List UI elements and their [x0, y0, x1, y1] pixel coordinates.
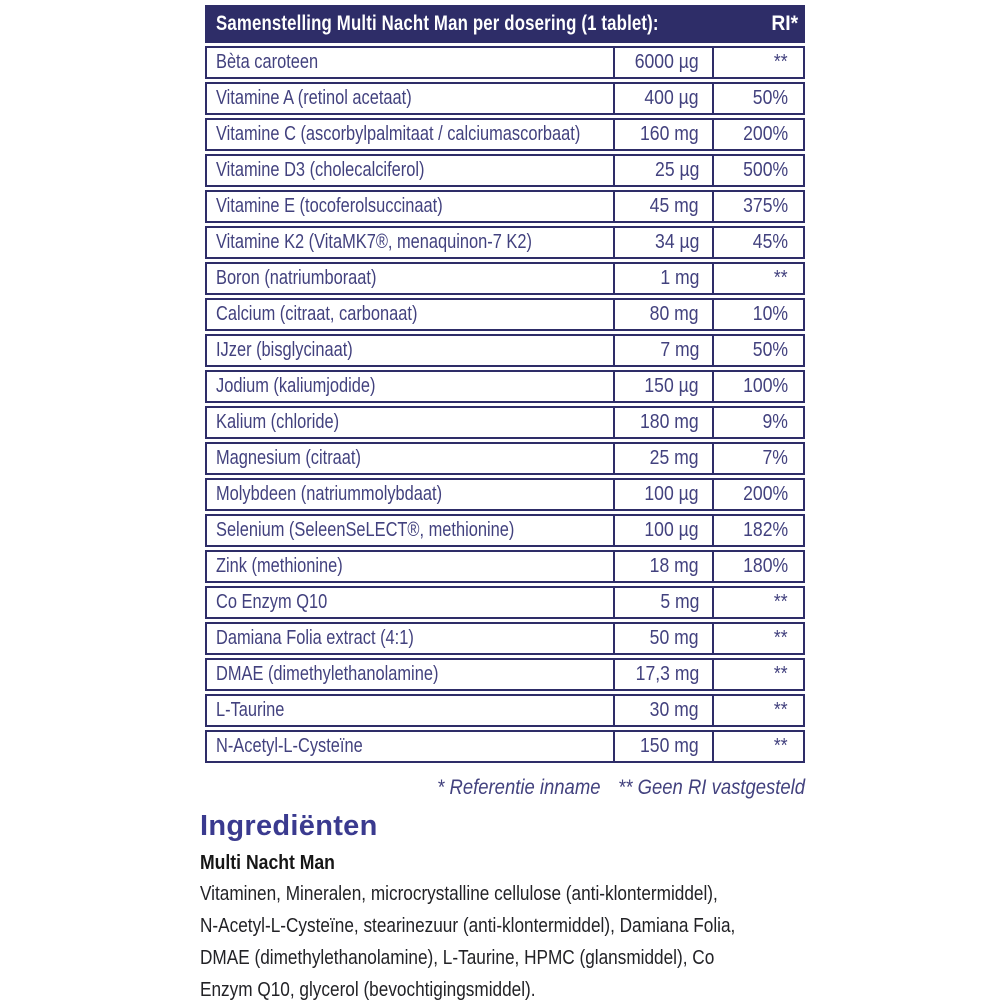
ingredient-name: Boron (natriumboraat) — [216, 267, 377, 289]
ingredient-name: L-Taurine — [216, 699, 285, 721]
table-row — [205, 370, 805, 403]
ingredient-ri: 500% — [742, 159, 788, 181]
ingredient-amount-cell — [613, 552, 712, 581]
ingredient-name: Kalium (chloride) — [216, 411, 340, 433]
ingredient-amount: 34 µg — [654, 231, 699, 253]
ri-column-header: RI* — [771, 12, 799, 35]
table-row — [205, 118, 805, 151]
ingredient-ri: 50% — [752, 339, 788, 361]
ingredient-amount-cell — [613, 120, 712, 149]
ingredient-amount-cell — [613, 192, 712, 221]
table-row — [205, 730, 805, 763]
footnote — [205, 776, 805, 800]
ingredient-name-cell — [207, 516, 613, 545]
ingredient-amount: 25 mg — [650, 447, 699, 469]
ingredient-name-cell — [207, 444, 613, 473]
ingredients-line: Enzym Q10, glycerol (bevochtigingsmiddel). — [200, 979, 536, 1001]
table-row — [205, 298, 805, 331]
table-row — [205, 226, 805, 259]
table-row — [205, 658, 805, 691]
ingredient-name: Damiana Folia extract (4:1) — [216, 627, 414, 649]
ingredient-amount-cell — [613, 444, 712, 473]
ingredient-name: Jodium (kaliumjodide) — [216, 375, 376, 397]
ingredient-ri-cell — [712, 48, 803, 77]
ingredient-ri-cell — [712, 444, 803, 473]
table-header — [205, 5, 805, 43]
ingredient-name-cell — [207, 336, 613, 365]
ingredient-amount: 180 mg — [640, 411, 699, 433]
ingredient-name-cell — [207, 84, 613, 113]
ingredient-ri: 45% — [752, 231, 788, 253]
ingredient-amount: 1 mg — [659, 267, 699, 289]
ingredient-amount: 17,3 mg — [635, 663, 699, 685]
ingredient-name-cell — [207, 192, 613, 221]
ingredient-ri-cell — [712, 84, 803, 113]
ingredient-name: Selenium (SeleenSeLECT®, methionine) — [216, 519, 515, 541]
ingredient-amount: 80 mg — [650, 303, 699, 325]
ingredient-name: Calcium (citraat, carbonaat) — [216, 303, 418, 325]
ingredient-name: Vitamine E (tocoferolsuccinaat) — [216, 195, 443, 217]
ingredient-ri-cell — [712, 156, 803, 185]
ingredient-ri-cell — [712, 624, 803, 653]
table-row — [205, 406, 805, 439]
ingredient-name: Vitamine K2 (VitaMK7®, menaquinon-7 K2) — [216, 231, 532, 253]
ingredient-ri: 375% — [742, 195, 788, 217]
ingredient-amount: 30 mg — [650, 699, 699, 721]
product-name: Multi Nacht Man — [200, 852, 335, 874]
ingredient-name-cell — [207, 120, 613, 149]
ingredient-amount: 100 µg — [644, 483, 699, 505]
ingredient-amount: 45 mg — [650, 195, 699, 217]
ingredient-amount-cell — [613, 408, 712, 437]
footnote-no-ri: ** Geen RI vastgesteld — [618, 776, 805, 799]
ingredient-amount-cell — [613, 84, 712, 113]
ingredient-amount-cell — [613, 264, 712, 293]
ingredient-ri: ** — [774, 699, 788, 721]
ingredient-amount-cell — [613, 624, 712, 653]
ingredient-ri-cell — [712, 120, 803, 149]
ingredient-ri-cell — [712, 408, 803, 437]
ingredient-ri: 180% — [742, 555, 788, 577]
ingredient-ri-cell — [712, 336, 803, 365]
table-title: Samenstelling Multi Nacht Man per dosering (1 tablet): — [216, 12, 659, 35]
ingredients-line: Vitaminen, Mineralen, microcrystalline cellulose (anti-klontermiddel), — [200, 883, 718, 905]
table-body — [205, 46, 805, 763]
ingredient-ri: 100% — [742, 375, 788, 397]
ingredient-name-cell — [207, 480, 613, 509]
ingredient-ri: 7% — [762, 447, 788, 469]
ingredient-name-cell — [207, 660, 613, 689]
ingredient-ri: 182% — [742, 519, 788, 541]
ingredients-line: N-Acetyl-L-Cysteïne, stearinezuur (anti-klontermiddel), Damiana Folia, — [200, 915, 736, 937]
composition-table — [205, 5, 805, 763]
ingredient-amount: 7 mg — [659, 339, 699, 361]
ingredient-ri: 10% — [752, 303, 788, 325]
ingredient-ri-cell — [712, 480, 803, 509]
table-row — [205, 514, 805, 547]
ingredient-ri-cell — [712, 660, 803, 689]
ingredient-ri-cell — [712, 732, 803, 761]
ingredient-name: DMAE (dimethylethanolamine) — [216, 663, 439, 685]
ingredient-name: Molybdeen (natriummolybdaat) — [216, 483, 443, 505]
ingredient-amount-cell — [613, 516, 712, 545]
ingredient-amount-cell — [613, 588, 712, 617]
ingredient-ri: ** — [774, 663, 788, 685]
ingredient-ri: 9% — [762, 411, 788, 433]
ingredient-ri: ** — [774, 267, 788, 289]
ingredient-name: Vitamine D3 (cholecalciferol) — [216, 159, 425, 181]
table-row — [205, 46, 805, 79]
table-row — [205, 478, 805, 511]
ingredient-amount: 5 mg — [659, 591, 699, 613]
ingredient-amount-cell — [613, 300, 712, 329]
ingredient-name-cell — [207, 732, 613, 761]
ingredient-ri: ** — [774, 735, 788, 757]
ingredient-name: Vitamine A (retinol acetaat) — [216, 87, 412, 109]
table-row — [205, 154, 805, 187]
ingredient-ri-cell — [712, 228, 803, 257]
ingredient-ri-cell — [712, 696, 803, 725]
ingredient-amount: 6000 µg — [635, 51, 699, 73]
footnote-text — [437, 776, 805, 800]
ingredient-amount-cell — [613, 156, 712, 185]
ingredient-name-cell — [207, 228, 613, 257]
ingredient-ri-cell — [712, 516, 803, 545]
ingredient-name-cell — [207, 156, 613, 185]
ingredient-name-cell — [207, 264, 613, 293]
ingredient-amount-cell — [613, 372, 712, 401]
ingredient-amount-cell — [613, 336, 712, 365]
ingredient-amount: 18 mg — [650, 555, 699, 577]
ingredient-ri: 200% — [742, 123, 788, 145]
table-row — [205, 262, 805, 295]
ingredient-name: IJzer (bisglycinaat) — [216, 339, 353, 361]
ingredient-name: Bèta caroteen — [216, 51, 319, 73]
ingredient-name: Magnesium (citraat) — [216, 447, 361, 469]
ingredient-amount: 400 µg — [644, 87, 699, 109]
table-row — [205, 190, 805, 223]
ingredient-name-cell — [207, 48, 613, 77]
ingredient-ri-cell — [712, 264, 803, 293]
table-row — [205, 622, 805, 655]
ingredient-ri: ** — [774, 51, 788, 73]
ingredient-ri: ** — [774, 591, 788, 613]
ingredient-name-cell — [207, 588, 613, 617]
ingredient-name-cell — [207, 372, 613, 401]
ingredient-ri-cell — [712, 588, 803, 617]
ingredient-ri-cell — [712, 300, 803, 329]
ingredient-amount-cell — [613, 696, 712, 725]
ingredient-name-cell — [207, 552, 613, 581]
ingredient-ri-cell — [712, 552, 803, 581]
ingredient-amount-cell — [613, 732, 712, 761]
ingredient-name-cell — [207, 408, 613, 437]
ingredient-name: Zink (methionine) — [216, 555, 343, 577]
table-row — [205, 694, 805, 727]
ingredient-name-cell — [207, 300, 613, 329]
ingredient-name: Co Enzym Q10 — [216, 591, 328, 613]
ingredients-text — [200, 878, 822, 1006]
ingredients-line: DMAE (dimethylethanolamine), L-Taurine, HPMC (glansmiddel), Co — [200, 947, 715, 969]
ingredient-amount: 150 µg — [644, 375, 699, 397]
table-row — [205, 334, 805, 367]
footnote-reference: * Referentie inname — [437, 776, 601, 799]
ingredient-name-cell — [207, 696, 613, 725]
table-row — [205, 442, 805, 475]
table-row — [205, 550, 805, 583]
ingredient-name: Vitamine C (ascorbylpalmitaat / calciumascorbaat) — [216, 123, 581, 145]
ingredient-amount-cell — [613, 660, 712, 689]
ingredient-amount: 160 mg — [640, 123, 699, 145]
ingredient-ri: 50% — [752, 87, 788, 109]
ingredient-name: N-Acetyl-L-Cysteïne — [216, 735, 363, 757]
ingredient-name-cell — [207, 624, 613, 653]
ingredient-ri-cell — [712, 372, 803, 401]
ingredient-ri: 200% — [742, 483, 788, 505]
ingredient-amount-cell — [613, 480, 712, 509]
ingredient-amount: 50 mg — [650, 627, 699, 649]
table-row — [205, 586, 805, 619]
ingredient-amount-cell — [613, 48, 712, 77]
ingredient-amount: 100 µg — [644, 519, 699, 541]
ingredient-ri: ** — [774, 627, 788, 649]
table-row — [205, 82, 805, 115]
ingredients-heading: Ingrediënten — [200, 810, 378, 842]
ingredient-amount-cell — [613, 228, 712, 257]
ingredient-amount: 150 mg — [640, 735, 699, 757]
ingredient-ri-cell — [712, 192, 803, 221]
ingredient-amount: 25 µg — [654, 159, 699, 181]
